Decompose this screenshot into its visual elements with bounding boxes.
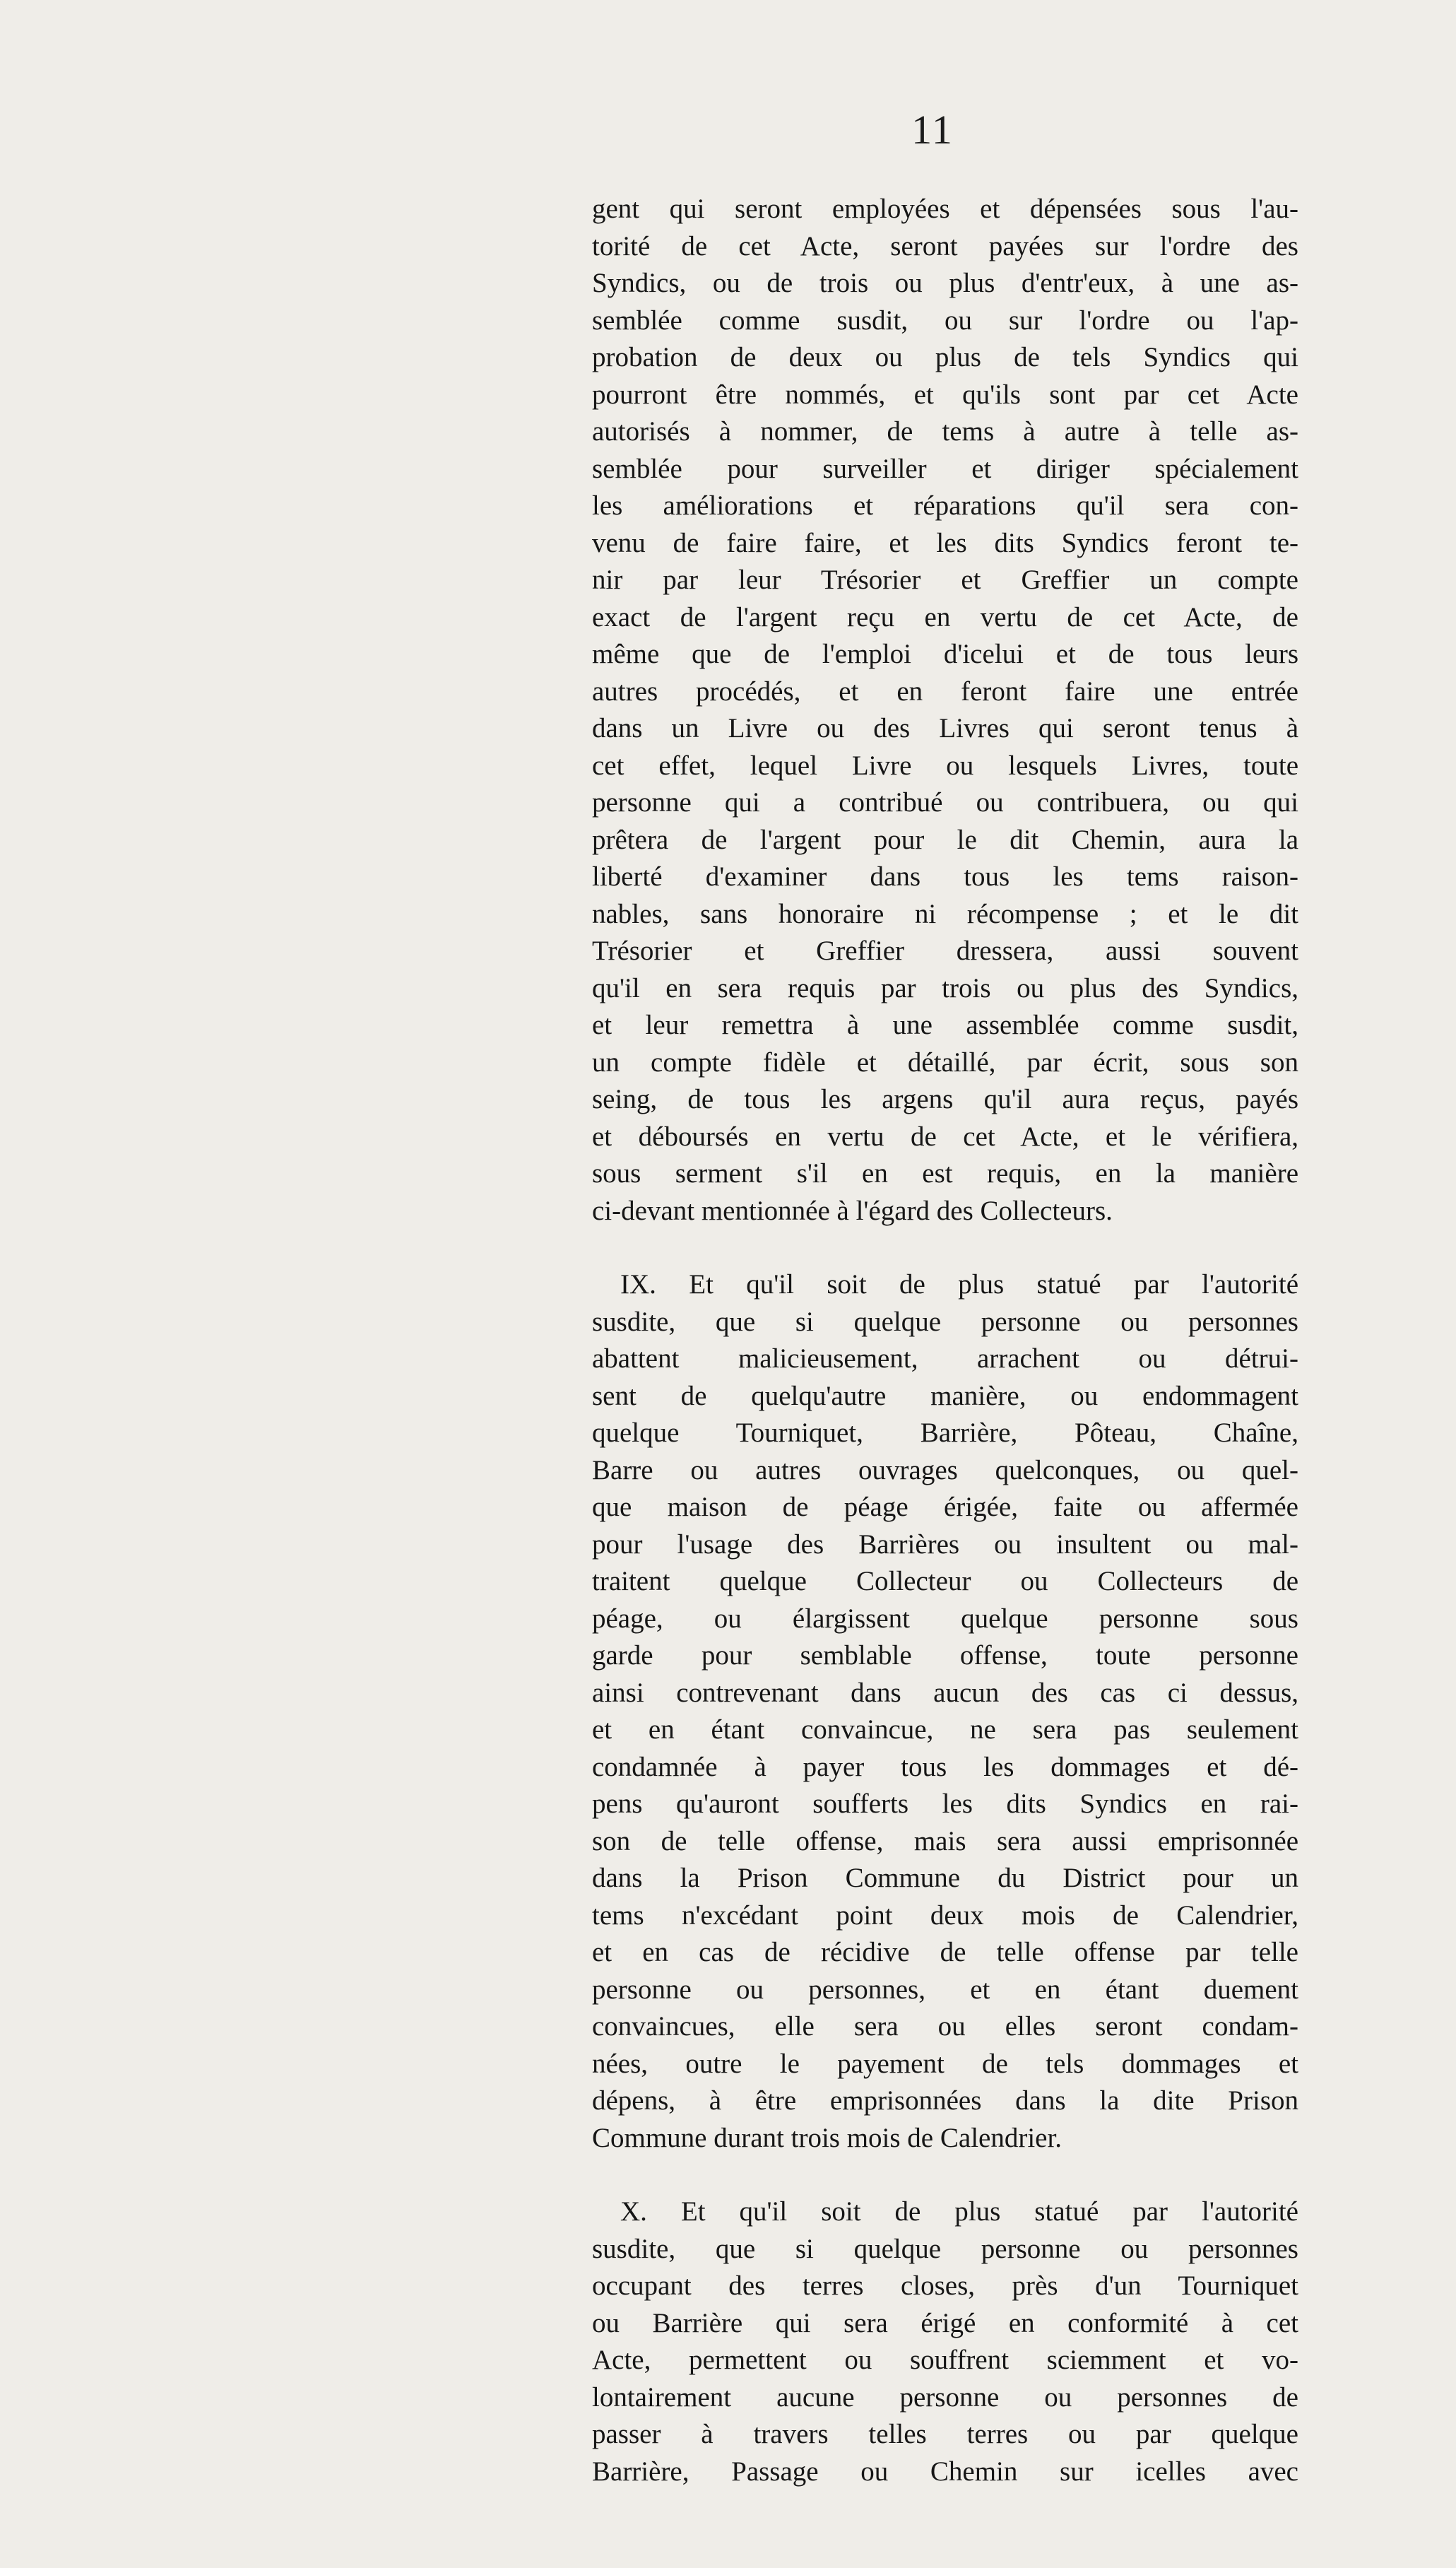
- text-line: probation de deux ou plus de tels Syndics qui: [592, 342, 1298, 372]
- text-line: dans un Livre ou des Livres qui seront tenus à: [592, 713, 1298, 743]
- text-line: nables, sans honoraire ni récompense ; et le dit: [592, 898, 1298, 929]
- text-line: personne ou personnes, et en étant duement: [592, 1974, 1298, 2005]
- text-line: dépens, à être emprisonnées dans la dite Prison: [592, 2085, 1298, 2116]
- text-line: semblée comme susdit, ou sur l'ordre ou l'ap-: [592, 305, 1298, 336]
- paragraph: [592, 2193, 1298, 2490]
- text-line: liberté d'examiner dans tous les tems raison-: [592, 861, 1298, 892]
- text-line: susdite, que si quelque personne ou personnes: [592, 1306, 1298, 1337]
- text-line: X. Et qu'il soit de plus statué par l'autorité: [620, 2196, 1298, 2227]
- text-line: tems n'excédant point deux mois de Calendrier,: [592, 1900, 1298, 1931]
- text-line: pens qu'auront soufferts les dits Syndics en rai-: [592, 1789, 1298, 1819]
- text-line: quelque Tourniquet, Barrière, Pôteau, Chaîne,: [592, 1418, 1298, 1448]
- text-line: nir par leur Trésorier et Greffier un compte: [592, 565, 1298, 595]
- text-line: cet effet, lequel Livre ou lesquels Livres, toute: [592, 750, 1298, 781]
- text-line: garde pour semblable offense, toute personne: [592, 1640, 1298, 1671]
- text-line: exact de l'argent reçu en vertu de cet Acte, de: [592, 601, 1298, 632]
- text-line: et leur remettra à une assemblée comme susdit,: [592, 1010, 1298, 1040]
- text-line: péage, ou élargissent quelque personne sous: [592, 1603, 1298, 1634]
- paragraph-gap: [592, 2157, 1298, 2193]
- text-line: IX. Et qu'il soit de plus statué par l'autorité: [620, 1269, 1298, 1300]
- text-line: dans la Prison Commune du District pour un: [592, 1863, 1298, 1893]
- text-line: prêtera de l'argent pour le dit Chemin, aura la: [592, 824, 1298, 855]
- text-line: Acte, permettent ou souffrent sciemment et vo-: [592, 2345, 1298, 2375]
- text-line: lontairement aucune personne ou personnes de: [592, 2381, 1298, 2413]
- text-line: pourront être nommés, et qu'ils sont par cet Acte: [592, 379, 1298, 410]
- text-line: sous serment s'il en est requis, en la manière: [592, 1158, 1298, 1189]
- body-text: [592, 191, 1298, 2490]
- text-line: que maison de péage érigée, faite ou affermée: [592, 1492, 1298, 1522]
- text-line: ou Barrière qui sera érigé en conformité à cet: [592, 2307, 1298, 2338]
- text-line: et déboursés en vertu de cet Acte, et le vérifiera,: [592, 1121, 1298, 1152]
- text-line: et en cas de récidive de telle offense par telle: [592, 1937, 1298, 1967]
- text-line: torité de cet Acte, seront payées sur l'ordre des: [592, 230, 1298, 261]
- text-line: Syndics, ou de trois ou plus d'entr'eux, à une as-: [592, 268, 1298, 298]
- paragraph-gap: [592, 1230, 1298, 1266]
- text-line: Barrière, Passage ou Chemin sur icelles avec: [592, 2456, 1298, 2487]
- text-line: son de telle offense, mais sera aussi emprisonnée: [592, 1825, 1298, 1856]
- text-line: autorisés à nommer, de tems à autre à telle as-: [592, 416, 1298, 447]
- text-line: personne qui a contribué ou contribuera, ou qui: [592, 787, 1298, 818]
- text-line: ci-devant mentionnée à l'égard des Collecteurs.: [592, 1195, 1113, 1226]
- page-number: 11: [911, 107, 954, 153]
- text-line: Barre ou autres ouvrages quelconques, ou quel-: [592, 1454, 1298, 1485]
- text-line: gent qui seront employées et dépensées sous l'au-: [592, 194, 1298, 224]
- text-line: semblée pour surveiller et diriger spécialement: [592, 453, 1298, 484]
- text-line: convaincues, elle sera ou elles seront condam-: [592, 2011, 1298, 2042]
- paragraph: [592, 191, 1298, 1230]
- text-line: qu'il en sera requis par trois ou plus des Syndics,: [592, 972, 1298, 1003]
- text-line: seing, de tous les argens qu'il aura reçus, payés: [592, 1084, 1298, 1114]
- text-line: un compte fidèle et détaillé, par écrit, sous son: [592, 1047, 1298, 1078]
- text-line: même que de l'emploi d'icelui et de tous leurs: [592, 639, 1298, 669]
- text-line: et en étant convaincue, ne sera pas seulement: [592, 1714, 1298, 1745]
- text-line: sent de quelqu'autre manière, ou endommagent: [592, 1380, 1298, 1411]
- text-line: passer à travers telles terres ou par quelque: [592, 2419, 1298, 2449]
- text-line: abattent malicieusement, arrachent ou détrui-: [592, 1343, 1298, 1374]
- text-line: traitent quelque Collecteur ou Collecteurs de: [592, 1566, 1298, 1596]
- paragraph: [592, 1266, 1298, 2157]
- text-line: ainsi contrevenant dans aucun des cas ci dessus,: [592, 1677, 1298, 1708]
- text-line: nées, outre le payement de tels dommages et: [592, 2048, 1298, 2079]
- text-line: Trésorier et Greffier dressera, aussi souvent: [592, 936, 1298, 966]
- text-line: susdite, que si quelque personne ou personnes: [592, 2233, 1298, 2264]
- text-line: occupant des terres closes, près d'un Tourniquet: [592, 2270, 1298, 2301]
- text-line: autres procédés, et en feront faire une entrée: [592, 676, 1298, 707]
- text-line: venu de faire faire, et les dits Syndics feront te-: [592, 527, 1298, 558]
- text-line: pour l'usage des Barrières ou insultent ou mal-: [592, 1529, 1298, 1560]
- text-line: Commune durant trois mois de Calendrier.: [592, 2122, 1063, 2153]
- text-line: les améliorations et réparations qu'il sera con-: [592, 490, 1298, 521]
- text-line: condamnée à payer tous les dommages et dé-: [592, 1751, 1298, 1782]
